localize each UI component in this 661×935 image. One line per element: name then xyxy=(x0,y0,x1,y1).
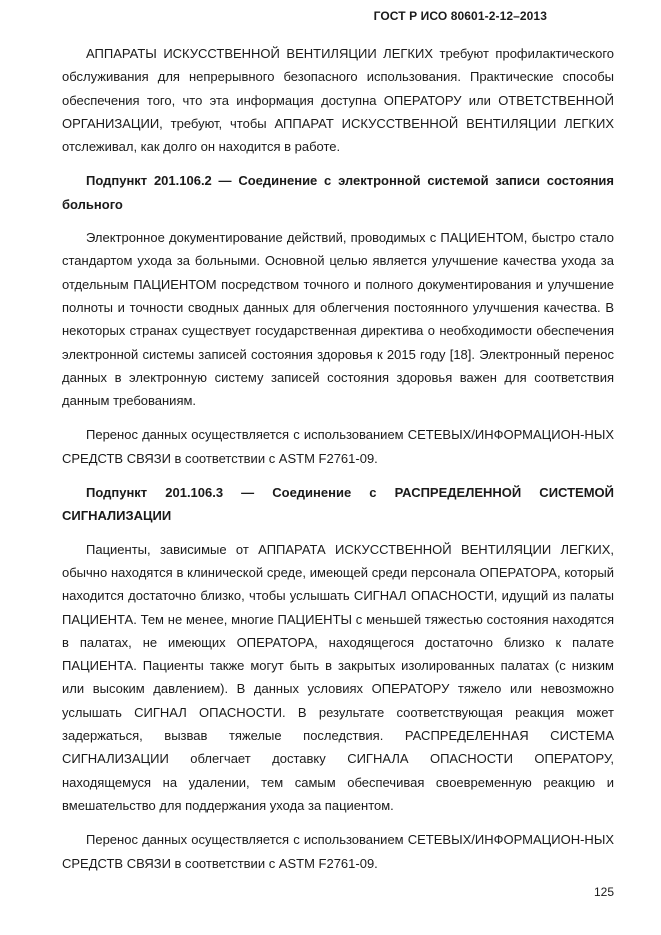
paragraph-data-transfer-1: Перенос данных осуществляется с использованием СЕТЕВЫХ/ИНФОРМАЦИОН-НЫХ СРЕДСТВ СВЯЗИ в соответствии с ASTM F2761-09. xyxy=(62,427,614,466)
paragraph-distributed-alarm: Пациенты, зависимые от АППАРАТА ИСКУССТВЕННОЙ ВЕНТИЛЯЦИИ ЛЕГКИХ, обычно находятся в клинической среде, имеющей среди персонала ОПЕРАТОРА, который находится достаточно близко, чтобы услышать СИГНАЛ ОПАСНОСТИ, идущий из палаты ПАЦИЕНТА. Тем не менее, многие ПАЦИЕНТЫ с меньшей тяжестью состояния находятся в палатах, не имеющих ОПЕРАТОРА, находящегося достаточно близко к палате ПАЦИЕНТА. Пациенты также могут быть в закрытых изолированных палатах (с низким или высоким давлением). В данных условиях ОПЕРАТОРУ тяжело или невозможно услышать СИГНАЛ ОПАСНОСТИ. В результате соответствующая реакция может задержаться, вызвав тяжелые последствия. РАСПРЕДЕЛЕННАЯ СИСТЕМА СИГНАЛИЗАЦИИ облегчает доставку СИГНАЛА ОПАСНОСТИ ОПЕРАТОРУ, находящемуся на удалении, тем самым обеспечивая своевременную реакцию и вмешательство для поддержания ухода за пациентом. xyxy=(62,541,614,813)
page-body xyxy=(62,42,614,875)
paragraph-data-transfer-2: Перенос данных осуществляется с использованием СЕТЕВЫХ/ИНФОРМАЦИОН-НЫХ СРЕДСТВ СВЯЗИ в соответствии с ASTM F2761-09. xyxy=(62,832,614,871)
document-header: ГОСТ Р ИСО 80601-2-12–2013 xyxy=(373,9,547,23)
page-number: 125 xyxy=(593,885,614,899)
paragraph-ventilator-maintenance: АППАРАТЫ ИСКУССТВЕННОЙ ВЕНТИЛЯЦИИ ЛЕГКИХ требуют профилактического обслуживания для непрерывного безопасного использования. Практические способы обеспечения того, что эта информация доступна ОПЕРАТОРУ или ОТВЕТСТВЕННОЙ ОРГАНИЗАЦИИ, требуют, чтобы АППАРАТ ИСКУССТВЕННОЙ ВЕНТИЛЯЦИИ ЛЕГКИХ отслеживал, как долго он находится в работе. xyxy=(62,46,614,155)
subclause-heading-201-106-2: Подпункт 201.106.2 — Соединение с электронной системой записи состояния больного xyxy=(62,173,614,212)
paragraph-electronic-documentation: Электронное документирование действий, проводимых с ПАЦИЕНТОМ, быстро стало стандартом ухода за больными. Основной целью является улучшение качества ухода за отдельным ПАЦИЕНТОМ посредством точного и полного документирования и улучшение полноты и точности сводных данных для облегчения постоянного улучшения качества. В некоторых странах существует государственная директива о необходимости обеспечения электронной системы записей состояния здоровья к 2015 году [18]. Электронный перенос данных в электронную систему записей состояния здоровья важен для соответствия данным требованиям. xyxy=(62,230,614,409)
subclause-heading-201-106-3: Подпункт 201.106.3 — Соединение с РАСПРЕДЕЛЕННОЙ СИСТЕМОЙ СИГНАЛИЗАЦИИ xyxy=(62,485,614,524)
